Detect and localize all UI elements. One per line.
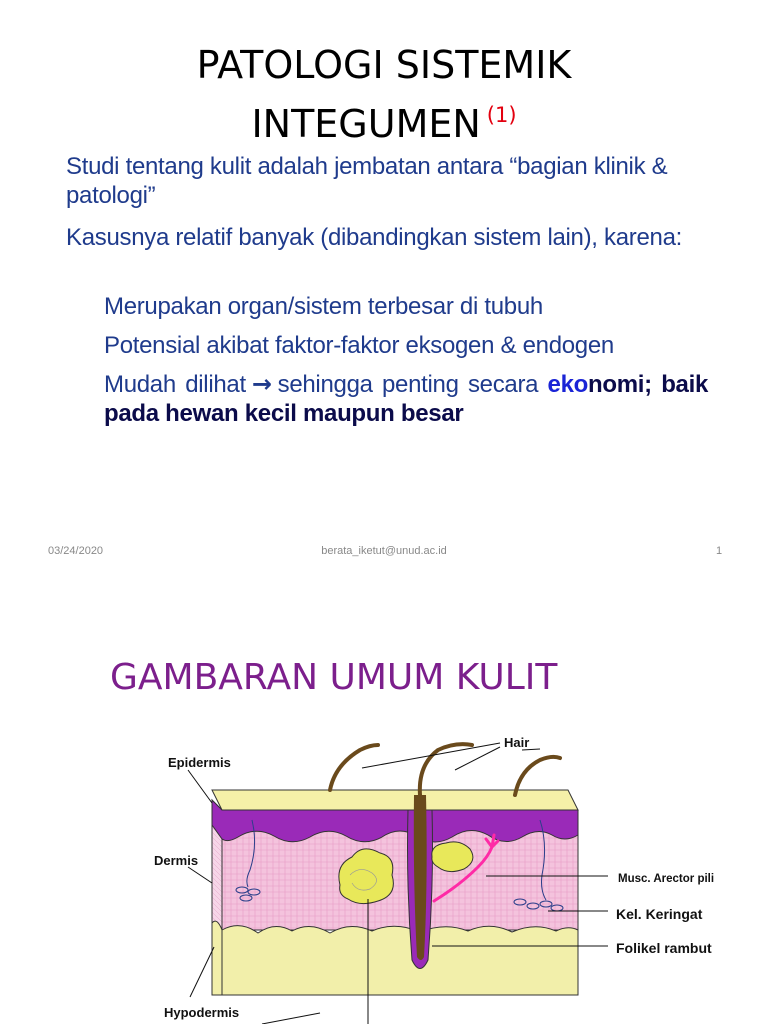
footer-page-number: 1 <box>716 545 723 557</box>
bullet-3-eko: eko <box>547 371 589 398</box>
label-folikel-rambut: Folikel rambut <box>616 940 712 956</box>
title-line-2 <box>0 90 768 149</box>
hair-follicle <box>408 795 433 969</box>
right-arrow-icon: → <box>251 370 272 398</box>
skin-diagram <box>0 595 768 1024</box>
title-superscript: (1) <box>486 103 517 127</box>
gland-right <box>432 842 473 872</box>
footer-date: 03/24/2020 <box>48 545 104 557</box>
footer-email: berata_iketut@unud.ac.id <box>321 545 447 557</box>
slide-2-title: GAMBARAN UMUM KULIT <box>110 657 558 698</box>
title-line-2-text: INTEGUMEN <box>251 102 481 146</box>
label-epidermis: Epidermis <box>168 755 231 770</box>
bullet-1: Merupakan organ/sistem terbesar di tubuh <box>104 293 543 320</box>
bullet-3-start: Mudah dilihat <box>104 371 246 398</box>
label-musc-arector-pili: Musc. Arector pili <box>618 873 715 885</box>
hair-shafts <box>330 744 560 795</box>
slide-2 <box>0 595 768 1024</box>
bullet-2: Potensial akibat faktor-faktor eksogen & endogen <box>104 332 614 359</box>
bullet-3 <box>104 370 708 428</box>
hypodermis-layer <box>212 921 578 995</box>
epidermis-top-layer <box>212 790 578 810</box>
label-hypodermis: Hypodermis <box>164 1005 240 1020</box>
bullet-3-nomi: nomi; <box>588 371 652 398</box>
label-kel-keringat: Kel. Keringat <box>616 906 703 922</box>
paragraph-1: Studi tentang kulit adalah jembatan antara “bagian klinik & patologi” <box>66 153 668 209</box>
label-dermis: Dermis <box>154 853 199 868</box>
label-hair: Hair <box>504 735 530 750</box>
title-line-1: PATOLOGI SISTEMIK <box>196 43 572 87</box>
slide-title <box>0 40 768 149</box>
paragraph-2: Kasusnya relatif banyak (dibandingkan sistem lain), karena: <box>66 224 682 251</box>
bullet-3-end: baik pada hewan kecil maupun besar <box>104 371 709 427</box>
bullet-3-mid: sehingga penting secara <box>277 371 539 398</box>
